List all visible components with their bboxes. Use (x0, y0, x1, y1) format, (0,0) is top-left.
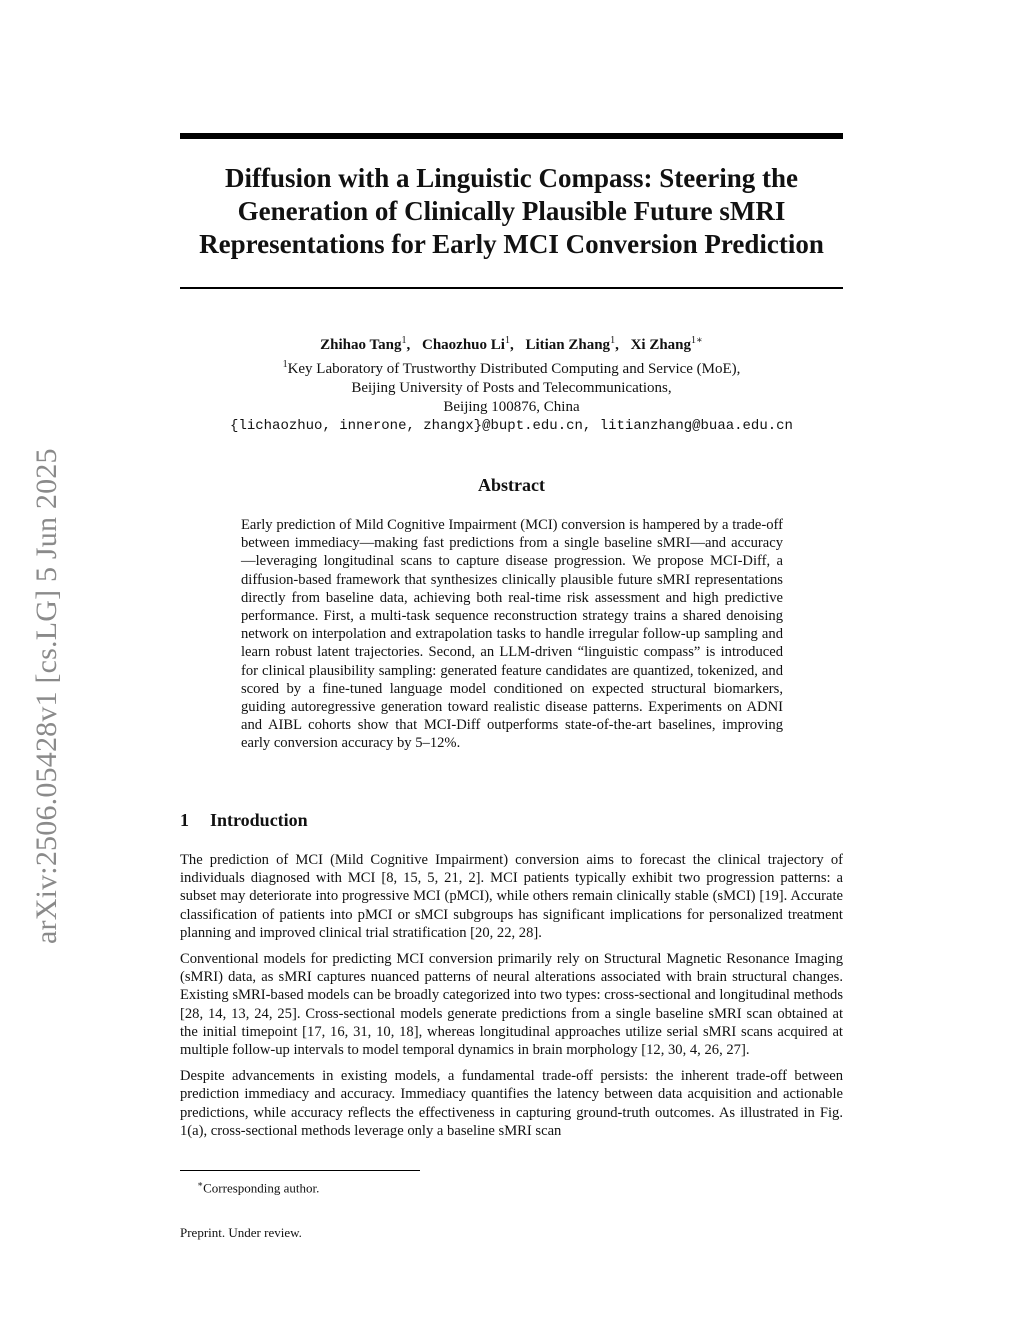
introduction-body (180, 851, 843, 1148)
section-title: Introduction (210, 810, 308, 830)
title-line: Generation of Clinically Plausible Future sMRI (237, 196, 786, 226)
footnote-rule (180, 1170, 420, 1171)
footnote (197, 1176, 319, 1196)
university: Beijing University of Posts and Telecommunications, (351, 380, 672, 396)
paper-title (180, 162, 843, 261)
author: Litian Zhang$^1$, (525, 335, 619, 353)
footnote-mark: ∗ (197, 1179, 204, 1189)
paragraph: Conventional models for predicting MCI conversion primarily rely on Structural Magnetic Resonance Imaging (sMRI) data, as sMRI captures nuanced patterns of neural alterations associated with brain structural changes. Existing sMRI-based models can be broadly categorized into two types: cross-sectional and longitudinal methods [28, 14, 13, 24, 25]. Cross-sectional models generate predictions from a single baseline sMRI scan obtained at the initial timepoint [17, 16, 31, 10, 18], whereas longitudinal approaches utilize serial sMRI scans acquired at multiple follow-up intervals to model temporal dynamics in brain morphology [12, 30, 4, 26, 27]. (180, 951, 843, 1059)
author: Xi Zhang$^{1∗}$ (630, 335, 703, 353)
paragraph: The prediction of MCI (Mild Cognitive Impairment) conversion aims to forecast the clinical trajectory of individuals diagnosed with MCI [8, 15, 5, 21, 2]. MCI patients typically exhibit two progression patterns: a subset may deteriorate into progressive MCI (pMCI), while others remain clinically stable (sMCI) [19]. Accurate classification of patients into pMCI or sMCI subgroups has significant implications for personalized treatment planning and improved clinical trial stratification [20, 22, 28]. (180, 852, 843, 941)
author-block (180, 331, 843, 436)
affiliation: $^1$Key Laboratory of Trustworthy Distributed Computing and Service (MoE), (282, 359, 741, 377)
footnote-text: Corresponding author. (203, 1180, 320, 1196)
author: Chaozhuo Li$^1$, (421, 335, 514, 353)
abstract-heading: Abstract (478, 475, 545, 495)
city: Beijing 100876, China (443, 399, 580, 415)
author-names (180, 331, 843, 355)
abstract-text: Early prediction of Mild Cognitive Impairment (MCI) conversion is hampered by a trade-off between immediacy—making fast predictions from a single baseline sMRI—and accuracy—leveraging longitudinal scans to capture disease progression. We propose MCI-Diff, a diffusion-based framework that synthesizes clinically plausible future sMRI representations directly from baseline data, achieving both real-time risk assessment and high predictive performance. First, a multi-task sequence reconstruction strategy trains a shared denoising network on interpolation and extrapolation tasks to handle irregular follow-up sampling and learn robust latent trajectories. Second, an LLM-driven “linguistic compass” is introduced for clinical plausibility sampling: generated feature candidates are quantized, tokenized, and scored by a fine-tuned language model conditioned on expected structural biomarkers, guiding autoregressive generation toward realistic disease patterns. Experiments on ADNI and AIBL cohorts show that MCI-Diff outperforms state-of-the-art baselines, improving early conversion accuracy by 5–12%. (241, 517, 783, 752)
paragraph: Despite advancements in existing models, a fundamental trade-off persists: the inherent trade-off between prediction immediacy and accuracy. Immediacy quantifies the latency between data acquisition and actionable predictions, while accuracy reflects the effectiveness in capturing ground-truth outcomes. As illustrated in Fig. 1(a), cross-sectional methods leverage only a baseline sMRI scan (180, 1068, 843, 1139)
section-heading (180, 809, 843, 831)
author: Zhihao Tang$^1$, (320, 335, 411, 353)
author-emails: {lichaozhuo, innerone, zhangx}@bupt.edu.cn, litianzhang@buaa.edu.cn (230, 418, 793, 434)
title-line: Representations for Early MCI Conversion Prediction (199, 229, 824, 259)
section-number: 1 (180, 810, 189, 830)
preprint-footer: Preprint. Under review. (180, 1225, 302, 1240)
title-line: Diffusion with a Linguistic Compass: Steering the (224, 163, 799, 193)
arxiv-stamp: arXiv:2506.05428v1 [cs.LG] 5 Jun 2025 (30, 448, 63, 944)
title-bottom-rule (180, 287, 843, 289)
title-top-rule (180, 133, 843, 139)
